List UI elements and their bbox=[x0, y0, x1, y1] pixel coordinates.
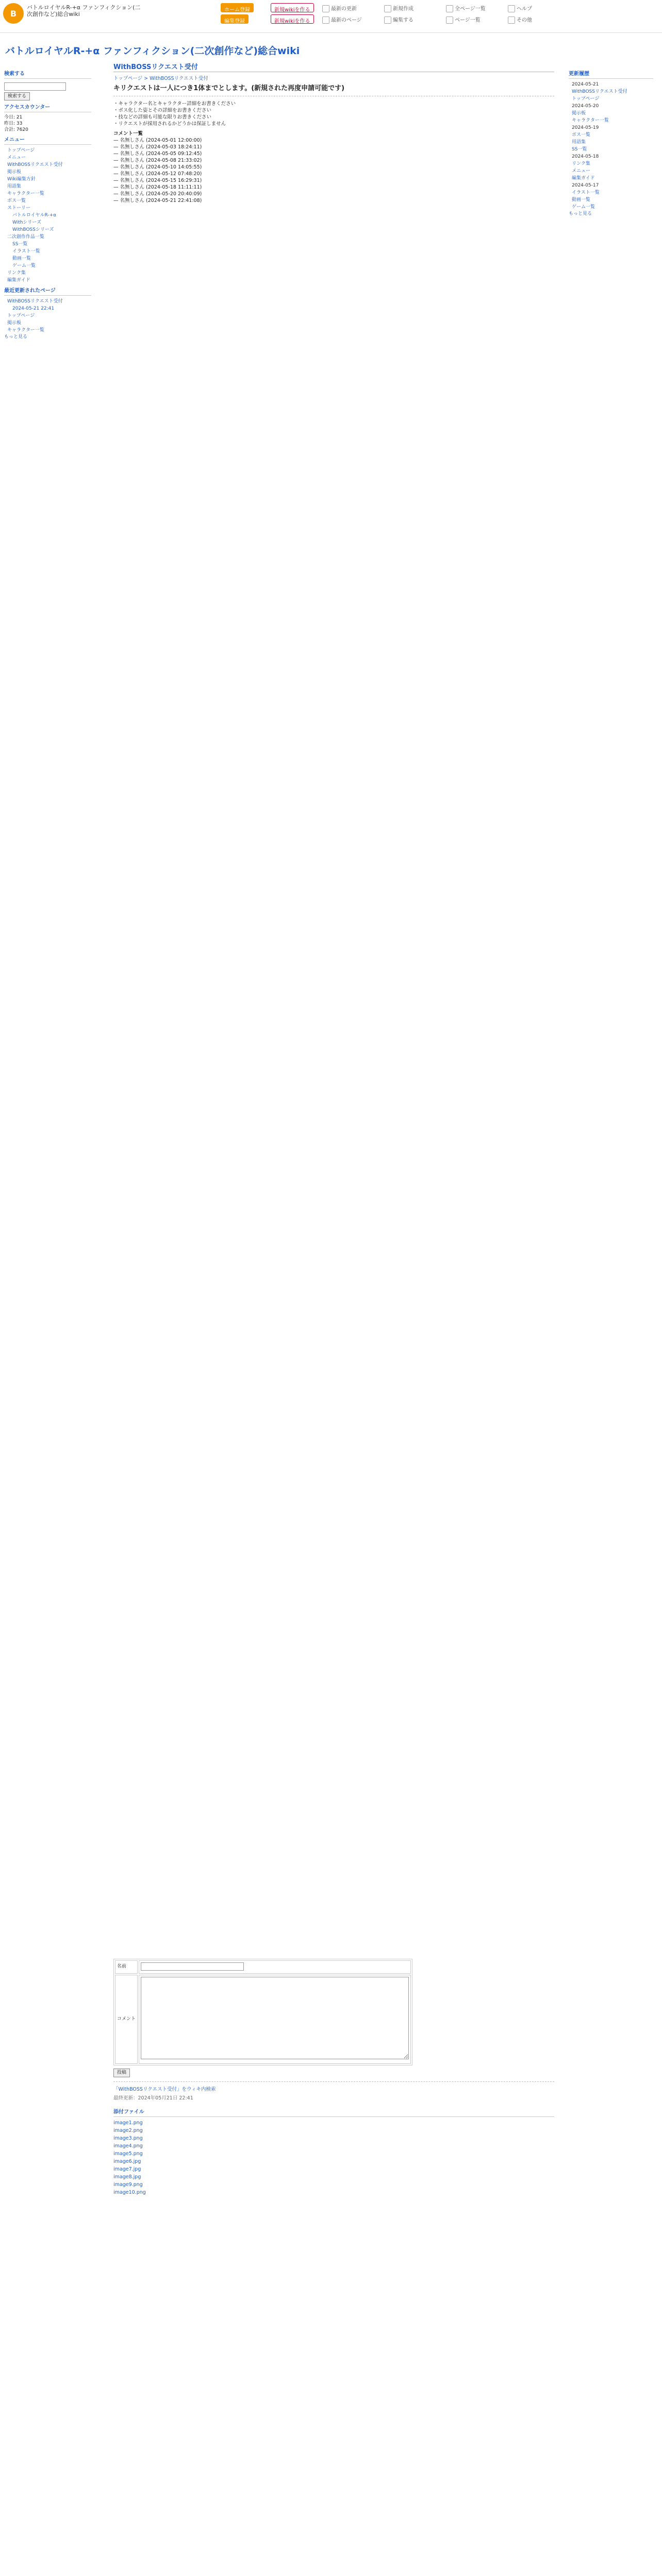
menu-item[interactable]: トップページ bbox=[7, 148, 35, 153]
history-date: 2024-05-20 bbox=[572, 104, 599, 109]
history-item[interactable]: イラスト一覧 bbox=[572, 190, 600, 195]
site-logo[interactable]: B bbox=[3, 3, 24, 24]
divider bbox=[113, 2081, 554, 2082]
breadcrumb[interactable]: トップページ > WithBOSSリクエスト受付 bbox=[113, 76, 208, 81]
recent-item[interactable]: トップページ bbox=[7, 313, 35, 318]
menu-item[interactable]: ゲーム一覧 bbox=[12, 263, 36, 268]
content-line: ・技などの詳細も可能な限りお書きください bbox=[113, 114, 212, 120]
history-date: 2024-05-19 bbox=[572, 125, 599, 130]
history-list bbox=[569, 81, 653, 211]
history-item[interactable]: ボス一覧 bbox=[572, 132, 591, 138]
counter-total: 合計: 7620 bbox=[4, 127, 28, 132]
page-title: バトルロイヤルR-+α ファンフィクション(二次創作など)総合wiki bbox=[5, 45, 300, 57]
menu-item[interactable]: ボス一覧 bbox=[7, 198, 26, 204]
menu-recent-pages[interactable]: 最新のページ bbox=[322, 15, 362, 24]
pencil-icon bbox=[384, 16, 391, 24]
attach-item[interactable]: image2.png bbox=[113, 2127, 143, 2133]
name-label: 名前 bbox=[115, 1960, 138, 1974]
comment-label: コメント bbox=[115, 1975, 138, 2064]
attach-heading: 添付ファイル bbox=[113, 2109, 554, 2117]
history-item[interactable]: リンク集 bbox=[572, 161, 590, 166]
notice-text: キリクエストは一人につき1体までとします。(新規された再度申請可能です) bbox=[113, 84, 345, 92]
history-item[interactable]: 動画一覧 bbox=[572, 197, 591, 202]
recent-item[interactable]: 掲示板 bbox=[7, 320, 22, 326]
recent-date: 2024-05-21 22:41 bbox=[12, 306, 55, 311]
menu-other[interactable]: その他 bbox=[508, 15, 532, 24]
history-item[interactable]: WithBOSSリクエスト受付 bbox=[572, 89, 627, 94]
comment-line: — 名無しさん (2024-05-18 11:11:11) bbox=[113, 184, 202, 190]
create-wiki-button-2[interactable]: 新規wikiを作る bbox=[271, 14, 314, 24]
history-date: 2024-05-18 bbox=[572, 154, 599, 159]
recent-item[interactable]: キャラクター一覧 bbox=[7, 328, 44, 333]
comment-line: — 名無しさん (2024-05-01 12:00:00) bbox=[113, 138, 202, 143]
menu-item[interactable]: WithBOSSシリーズ bbox=[12, 227, 54, 232]
more-icon bbox=[508, 16, 515, 24]
history-item[interactable]: ゲーム一覧 bbox=[572, 205, 595, 210]
menu-item[interactable]: メニュー bbox=[7, 155, 26, 160]
attach-item[interactable]: image6.jpg bbox=[113, 2158, 141, 2164]
history-item[interactable]: 掲示板 bbox=[572, 111, 586, 116]
search-heading: 検索する bbox=[4, 71, 91, 79]
menu-all-pages[interactable]: 全ページ一覧 bbox=[446, 4, 486, 12]
comment-line: — 名無しさん (2024-05-08 21:33:02) bbox=[113, 158, 202, 163]
clock-icon bbox=[322, 5, 329, 12]
menu-item[interactable]: バトルロイヤルR-+α bbox=[12, 213, 57, 218]
left-sidebar bbox=[0, 64, 95, 940]
comment-line: — 名無しさん (2024-05-15 16:29:31) bbox=[113, 178, 202, 183]
content-line: ・ボス化した姿とその詳細をお書きください bbox=[113, 108, 212, 113]
menu-item[interactable]: Withシリーズ bbox=[12, 220, 41, 225]
counter-yesterday: 昨日: 33 bbox=[4, 121, 23, 126]
history-item[interactable]: 編集ガイド bbox=[572, 176, 595, 181]
menu-item[interactable]: ストーリー bbox=[7, 206, 31, 211]
attach-item[interactable]: image8.jpg bbox=[113, 2174, 141, 2180]
home-register-button[interactable]: ホーム登録 bbox=[221, 3, 254, 12]
comment-line: — 名無しさん (2024-05-21 22:41:08) bbox=[113, 198, 202, 204]
submit-button[interactable]: 投稿 bbox=[113, 2069, 130, 2077]
name-input[interactable] bbox=[141, 1962, 244, 1971]
site-header bbox=[0, 0, 662, 33]
list-icon bbox=[446, 16, 453, 24]
menu-edit[interactable]: 編集する bbox=[384, 15, 413, 24]
main-content bbox=[113, 64, 554, 2576]
page-icon bbox=[322, 16, 329, 24]
history-heading: 更新履歴 bbox=[569, 71, 653, 79]
wiki-search-link[interactable]: 「WithBOSSリクエスト受付」をウィキ内検索 bbox=[113, 2086, 216, 2092]
create-wiki-button[interactable]: 新規wikiを作る bbox=[271, 3, 314, 12]
menu-item[interactable]: Wiki編集方針 bbox=[7, 177, 36, 182]
history-item[interactable]: トップページ bbox=[572, 96, 600, 101]
attach-item[interactable]: image5.png bbox=[113, 2150, 143, 2157]
plus-icon bbox=[384, 5, 391, 12]
search-input[interactable] bbox=[4, 82, 66, 91]
edit-register-button[interactable]: 編集登録 bbox=[221, 14, 249, 24]
history-item[interactable]: キャラクター一覧 bbox=[572, 118, 609, 123]
history-item[interactable]: SS一覧 bbox=[572, 147, 587, 152]
menu-item[interactable]: SS一覧 bbox=[12, 242, 28, 247]
more-link[interactable]: もっと見る bbox=[4, 334, 28, 340]
list-icon bbox=[446, 5, 453, 12]
menu-item[interactable]: 二次創作作品一覧 bbox=[7, 234, 45, 240]
attach-item[interactable]: image4.png bbox=[113, 2143, 143, 2149]
history-date: 2024-05-17 bbox=[572, 183, 599, 188]
content-line: ・キャラクター名とキャラクター詳細をお書きください bbox=[113, 101, 236, 107]
main-heading: WithBOSSリクエスト受付 bbox=[113, 64, 554, 72]
menu-item[interactable]: 用語集 bbox=[7, 184, 22, 189]
counter-heading: アクセスカウンター bbox=[4, 105, 91, 112]
history-item[interactable]: メニュー bbox=[572, 168, 591, 174]
search-button[interactable]: 検索する bbox=[4, 92, 30, 100]
side-menu bbox=[4, 147, 91, 284]
history-item[interactable]: 用語集 bbox=[572, 140, 586, 145]
menu-help[interactable]: ヘルプ bbox=[508, 4, 532, 12]
comment-line: — 名無しさん (2024-05-20 20:40:09) bbox=[113, 191, 202, 197]
menu-item[interactable]: イラスト一覧 bbox=[12, 249, 40, 254]
content-spacer bbox=[113, 204, 554, 1956]
comment-textarea[interactable] bbox=[141, 1977, 409, 2059]
menu-item[interactable]: WithBOSSリクエスト受付 bbox=[7, 162, 63, 167]
content-line: ・リクエストが採用されるかどうかは保証しません bbox=[113, 121, 226, 127]
site-title[interactable]: バトルロイヤルR-+α ファンフィクション(二次創作など)総合wiki bbox=[27, 4, 141, 18]
attach-list bbox=[113, 2119, 554, 2196]
attach-item[interactable]: image3.png bbox=[113, 2135, 143, 2141]
recent-list bbox=[4, 298, 91, 334]
attach-item[interactable]: image9.png bbox=[113, 2181, 143, 2188]
attach-item[interactable]: image1.png bbox=[113, 2120, 143, 2126]
attach-item[interactable]: image7.jpg bbox=[113, 2166, 141, 2172]
comment-line: — 名無しさん (2024-05-12 07:48:20) bbox=[113, 171, 202, 177]
menu-item[interactable]: 掲示板 bbox=[7, 170, 22, 175]
recent-heading: 最近更新されたページ bbox=[4, 288, 91, 296]
last-updated: 最終更新：2024年05月21日 22:41 bbox=[113, 2095, 193, 2101]
menu-recent-updates[interactable]: 最新の更新 bbox=[322, 4, 357, 12]
menu-item[interactable]: 動画一覧 bbox=[12, 256, 31, 261]
menu-item[interactable]: キャラクター一覧 bbox=[7, 191, 44, 196]
menu-page-list[interactable]: ページ一覧 bbox=[446, 15, 481, 24]
comment-line: — 名無しさん (2024-05-03 18:24:11) bbox=[113, 144, 202, 150]
comment-line: — 名無しさん (2024-05-10 14:05:55) bbox=[113, 164, 202, 170]
comment-form bbox=[113, 1959, 412, 2065]
comment-line: — 名無しさん (2024-05-05 09:12:45) bbox=[113, 151, 202, 157]
menu-new[interactable]: 新規作成 bbox=[384, 4, 413, 12]
attach-item[interactable]: image10.png bbox=[113, 2189, 146, 2195]
recent-item[interactable]: WithBOSSリクエスト受付 bbox=[7, 299, 63, 304]
history-more-link[interactable]: もっと見る bbox=[569, 211, 592, 216]
menu-heading: メニュー bbox=[4, 137, 91, 145]
right-sidebar bbox=[565, 64, 657, 1094]
history-date: 2024-05-21 bbox=[572, 82, 599, 87]
menu-item[interactable]: リンク集 bbox=[7, 270, 26, 276]
counter-today: 今日: 21 bbox=[4, 115, 23, 120]
help-icon bbox=[508, 5, 515, 12]
content-line: コメント一覧 bbox=[113, 131, 143, 137]
menu-item[interactable]: 編集ガイド bbox=[7, 278, 30, 283]
